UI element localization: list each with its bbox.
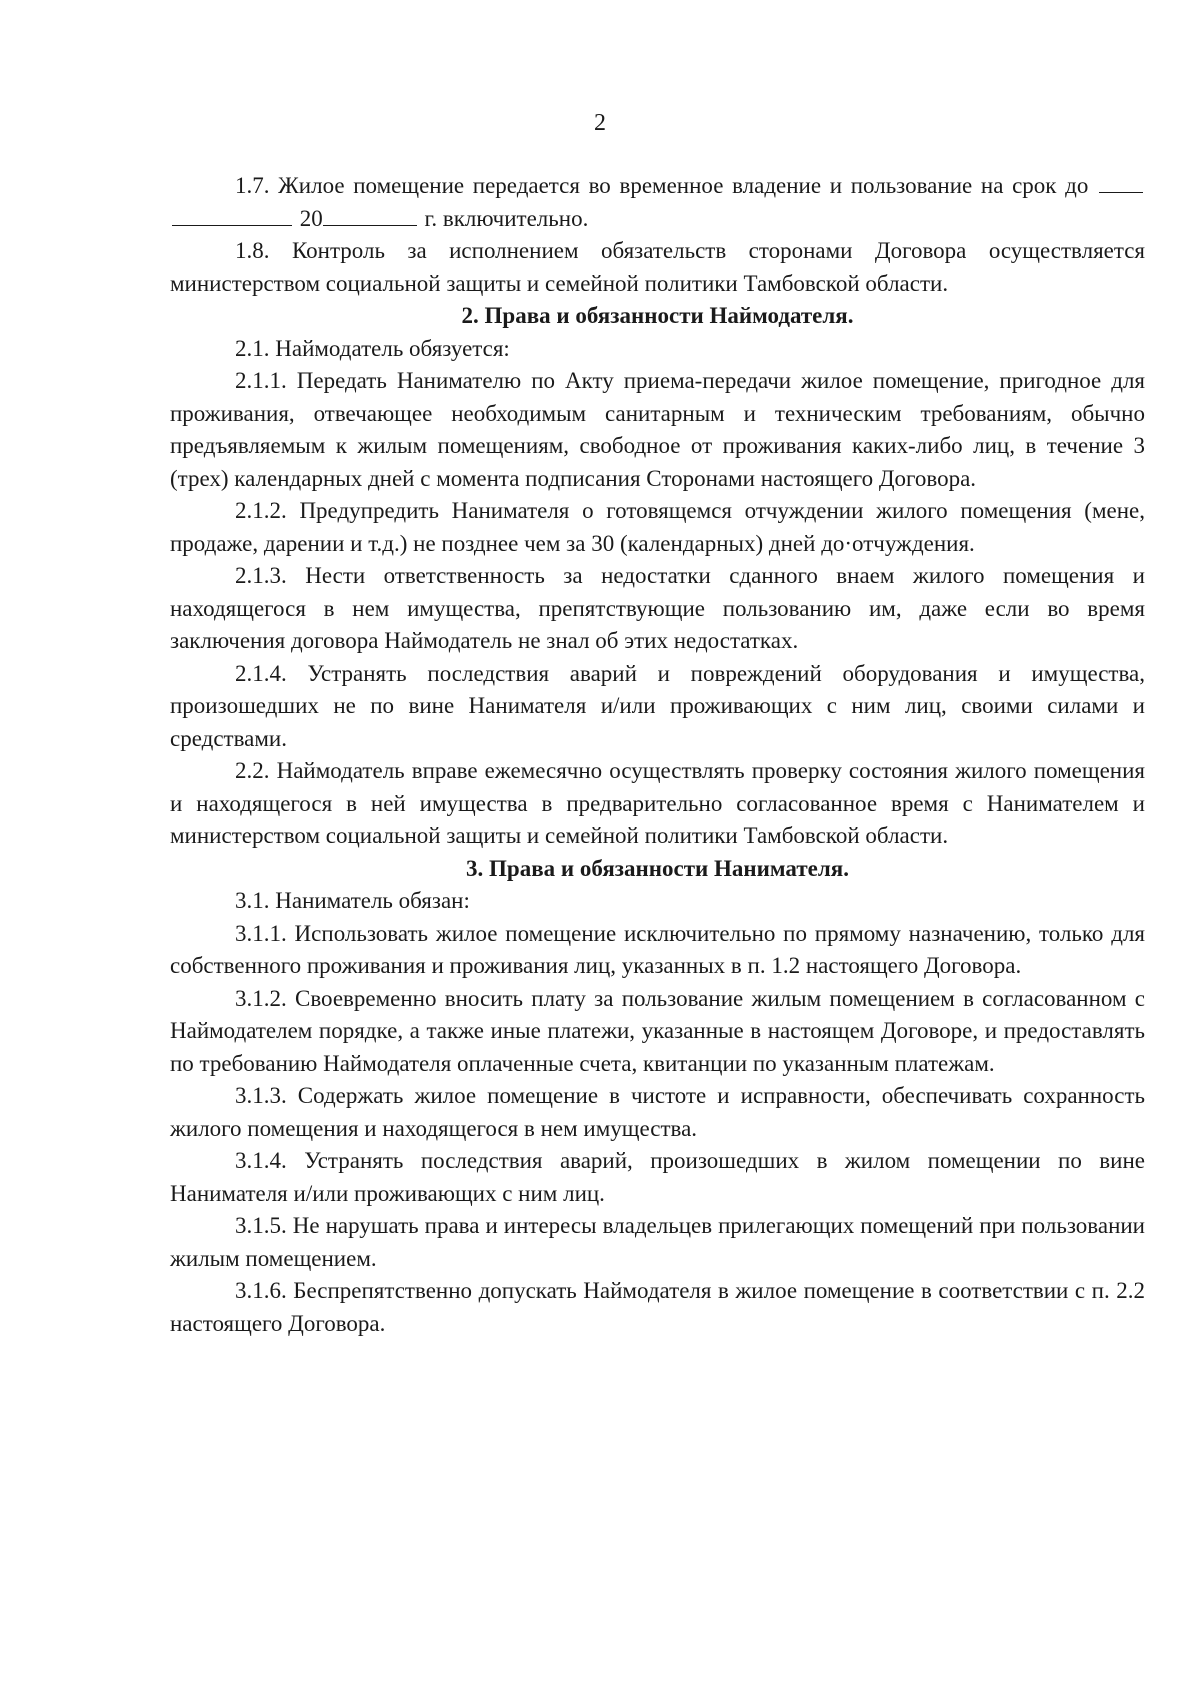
clause-3-1-3: 3.1.3. Содержать жилое помещение в чистоте и исправности, обеспечивать сохранность жилого помещения и находящегося в нем имущества. — [170, 1083, 1145, 1141]
clause-3-1-1: 3.1.1. Использовать жилое помещение исключительно по прямому назначению, только для собственного проживания и проживания лиц, указанных в п. 1.2 настоящего Договора. — [170, 920, 1145, 978]
clause-3-1: 3.1. Наниматель обязан: — [235, 888, 470, 913]
clause-2-1-3: 2.1.3. Нести ответственность за недостатки сданного внаем жилого помещения и находящегося в нем имущества, препятствующие пользованию им, даже если во время заключения договора Наймодатель не знал об этих недостатках. — [170, 563, 1145, 653]
clause-1-7-text: 1.7. Жилое помещение передается во временное владение и пользование на срок до — [235, 173, 1089, 198]
clause-3-1-4: 3.1.4. Устранять последствия аварий, произошедших в жилом помещении по вине Нанимателя и/или проживающих с ним лиц. — [170, 1148, 1145, 1206]
day-blank — [1099, 170, 1143, 193]
clause-2-1-4: 2.1.4. Устранять последствия аварий и повреждений оборудования и имущества, произошедших не по вине Нанимателя и/или проживающих с ним лиц, своими силами и средствами. — [170, 660, 1145, 751]
year-blank — [323, 203, 417, 226]
month-blank — [172, 203, 292, 226]
document-body — [170, 170, 1145, 1340]
clause-2-1-1: 2.1.1. Передать Нанимателю по Акту приема-передачи жилое помещение, пригодное для проживания, отвечающее необходимым санитарным и техническим требованиям, обычно предъявляемым к жилым помещениям, свободное от проживания каких-либо лиц, в течение 3 (трех) календарных дней с момента подписания Сторонами настоящего Договора. — [170, 368, 1145, 491]
clause-1-8: 1.8. Контроль за исполнением обязательств сторонами Договора осуществляется министерством социальной защиты и семейной политики Тамбовской области. — [170, 238, 1145, 296]
clause-2-1-2: 2.1.2. Предупредить Нанимателя о готовящемся отчуждении жилого помещения (мене, продаже, дарении и т.д.) не позднее чем за 30 (календарных) дней до·отчуждения. — [170, 498, 1145, 556]
section-2-heading: 2. Права и обязанности Наймодателя. — [461, 303, 854, 328]
clause-1-7 — [170, 170, 1145, 235]
clause-2-2: 2.2. Наймодатель вправе ежемесячно осуществлять проверку состояния жилого помещения и находящегося в ней имущества в предварительно согласованное время с Нанимателем и министерством социальной защиты и семейной политики Тамбовской области. — [170, 758, 1145, 848]
page-number: 2 — [594, 110, 606, 136]
clause-3-1-2: 3.1.2. Своевременно вносить плату за пользование жилым помещением в согласованном с Наймодателем порядке, а также иные платежи, указанные в настоящем Договоре, и предоставлять по требованию Наймодателя оплаченные счета, квитанции по указанным платежам. — [170, 985, 1145, 1076]
clause-1-7-tail: г. включительно. — [424, 205, 589, 231]
clause-3-1-6: 3.1.6. Беспрепятственно допускать Наймодателя в жилое помещение в соответствии с п. 2.2 настоящего Договора. — [170, 1278, 1145, 1336]
clause-3-1-5: 3.1.5. Не нарушать права и интересы владельцев прилегающих помещений при пользовании жилым помещением. — [170, 1213, 1145, 1271]
clause-2-1: 2.1. Наймодатель обязуется: — [235, 335, 510, 361]
year-prefix: 20 — [299, 205, 323, 231]
section-3-heading: 3. Права и обязанности Нанимателя. — [466, 855, 849, 881]
